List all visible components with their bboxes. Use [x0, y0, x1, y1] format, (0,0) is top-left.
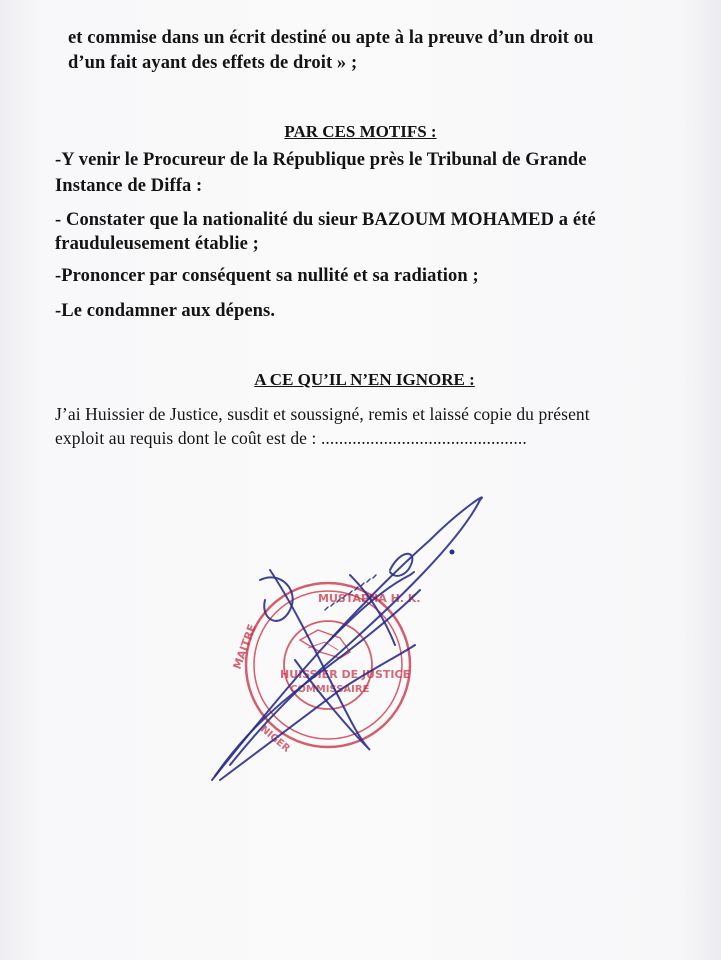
svg-text:HUISSIER DE JUSTICE: HUISSIER DE JUSTICE [280, 668, 411, 681]
svg-text:MUSTAPHA H. K.: MUSTAPHA H. K. [318, 592, 421, 605]
stamp-and-signature [200, 480, 500, 790]
svg-text:COMMISSAIRE: COMMISSAIRE [290, 684, 370, 695]
closing-line-1: J’ai Huissier de Justice, susdit et soussigné, remis et laissé copie du présent [55, 404, 590, 424]
motif-item-1a: -Y venir le Procureur de la République près le Tribunal de Grande [55, 150, 587, 170]
ignore-heading: A CE QU’IL N’EN IGNORE : [254, 370, 475, 389]
svg-text:MAITRE: MAITRE [230, 622, 259, 672]
motif-item-4: -Le condamner aux dépens. [55, 301, 276, 321]
closing-line-2: exploit au requis dont le coût est de : .............................................. [55, 428, 527, 448]
opening-line-2: d’un fait ayant des effets de droit » ; [68, 53, 358, 73]
motifs-heading: PAR CES MOTIFS : [284, 122, 437, 141]
motif-item-2a: - Constater que la nationalité du sieur BAZOUM MOHAMED a été [55, 210, 596, 230]
motif-item-2b: frauduleusement établie ; [55, 234, 259, 254]
official-stamp-icon [200, 480, 500, 790]
svg-text:NIGER: NIGER [258, 723, 292, 755]
motif-item-1b: Instance de Diffa : [55, 176, 203, 196]
motif-item-3: -Prononcer par conséquent sa nullité et sa radiation ; [55, 266, 479, 286]
opening-line-1: et commise dans un écrit destiné ou apte à la preuve d’un droit ou [68, 28, 594, 48]
